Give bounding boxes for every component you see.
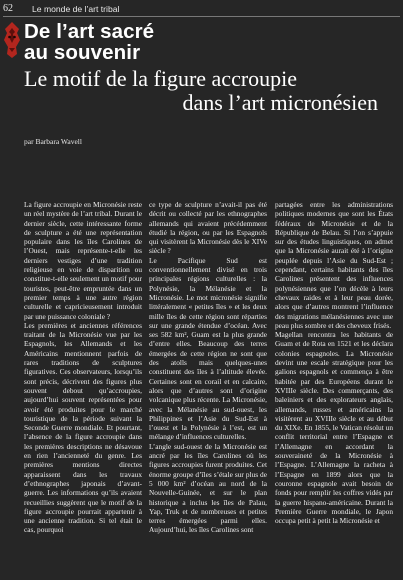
title-line-1: De l’art sacré xyxy=(24,20,155,43)
paragraph: L’angle sud-ouest de la Micronésie est ancré par les îles Carolines où les figures accroupies furent produites. Cet énorme groupe d’îles s’étale sur plus de 5 000 km² d’océan au nord de la Nouvelle-Guinée, et sur le plan historique a inclus les îles de Palau, Yap, Truk et de nombreuses et petites terres émergées parmi elles. Aujourd’hui, les îles Carolines sont xyxy=(149,441,267,535)
section-title: Le monde de l’art tribal xyxy=(32,4,120,14)
paragraph: Les premières et anciennes références traitant de la Micronésie vue par les Espagnols, les Allemands et les Américains mentionnent parfois de rares traditions de sculptures figuratives. Ces observateurs, lorsqu’ils sont précis, décrivent des figures plus souvent debout qu’accroupies, aujourd’hui souvent représentées pour avoir été produites pour le marché touristique de la période suivant la Seconde Guerre mondiale. Et pourtant, l’absence de la figure accroupie dans les premières descriptions ne désavoue en rien l’ancienneté du genre. Les premières mentions directes apparaissent dans les travaux d’ethnographes japonais d’avant-guerre. Les informations qu’ils avaient recueillies suggèrent que le motif de la figure accroupie pourrait appartenir à une ancienne tradition. Si tel était le cas, pourquoi xyxy=(24,320,142,535)
running-header xyxy=(0,0,403,18)
paragraph: Magellan rencontra les habitants de Guam et de Rota en 1521 et les déclara colonies espagnoles. La Micronésie devint une escale stratégique pour les galions espagnols et commença à être habitée par des Européens durant le XVIIIe siècle. Des commerçants, des baleiniers et des explorateurs anglais, allemands, russes et américains la visitèrent au XVIIIe siècle et au début du XIXe. En 1855, le Vatican résolut un conflit territorial entre l’Espagne et l’Allemagne en accordant la souveraineté de la Micronésie à l’Espagne. L’Allemagne la racheta à l’Espagne en 1899 alors que la couronne espagnole avait besoin de fonds pour remplir les coffres vidés par la guerre hispano-américaine. Durant la Première Guerre mondiale, le Japon occupa petit à petit la Micronésie et xyxy=(275,330,393,526)
paragraph: ce type de sculpture n’avait-il pas été décrit ou collecté par les ethnographes allemands qui avaient précédemment étudié la région, ou par les Espagnols qui visitèrent la Micronésie dès le XIVe siècle ? xyxy=(149,200,267,256)
tribal-mask-icon xyxy=(2,20,22,60)
paragraph: Le Pacifique Sud est conventionnellement divisé en trois principales régions culturelles : la Polynésie, la Mélanésie et la Micronésie. Le mot micronésie signifie littéralement « petites îles » et les deux mille îles de cette région sont réparties sur une grande étendue d’océan. Avec ses 582 km², Guam est la plus grande d’entre elles. Beaucoup des terres émergées de cette région ne sont que des atolls mais quelques-unes constituent des îles à l’altitude élevée. Certaines sont en corail et en calcaire, alors que d’autres sont d’origine volcanique plus récente. La Micronésie, avec la Mélanésie au sud-ouest, les Philippines et l’Asie du Sud-Est à l’ouest et la Polynésie à l’est, est un mélange d’influences culturelles. xyxy=(149,255,267,442)
article-subtitle xyxy=(24,67,394,115)
header-rule xyxy=(3,16,400,17)
paragraph: La figure accroupie en Micronésie reste un réel mystère de l’art tribal. Durant le dernier siècle, cette intéressante forme de sculpture a été une représentation populaire dans les îles Carolines de l’Ouest, mais représente-t-elle les derniers vestiges d’une tradition religieuse en voie de disparition ou constitue-t-elle seulement un motif pour touristes, peut-être empruntée dans un premier temps à une autre région culturelle et capricieusement introduit par une puissance coloniale ? xyxy=(24,200,142,321)
column-3 xyxy=(275,200,393,578)
column-2 xyxy=(149,200,267,578)
article-body xyxy=(24,200,396,578)
title-line-2: au souvenir xyxy=(24,41,141,64)
paragraph: partagées entre les administrations politiques modernes que sont les États fédéraux de Micronésie et de la République de Belau. Si l’on s’appuie sur des études linguistiques, on admet que la Micronésie aurait été à l’origine peuplée depuis l’Asie du Sud-Est ; cependant, certains habitants des îles Carolines présentent des influences polynésiennes que l’on décèle à leurs chevaux raides et à leur peau dorée, alors que d’autres montrent l’influence des migrations mélanésiennes avec une peau plus sombre et des cheveux frisés. xyxy=(275,200,393,330)
article-title xyxy=(24,21,154,63)
byline: par Barbara Wavell xyxy=(24,137,82,146)
subtitle-line-1: Le motif de la figure accroupie xyxy=(24,66,298,91)
subtitle-line-2: dans l’art micronésien xyxy=(182,90,378,115)
page-number: 62 xyxy=(3,3,13,14)
column-1 xyxy=(24,200,142,578)
